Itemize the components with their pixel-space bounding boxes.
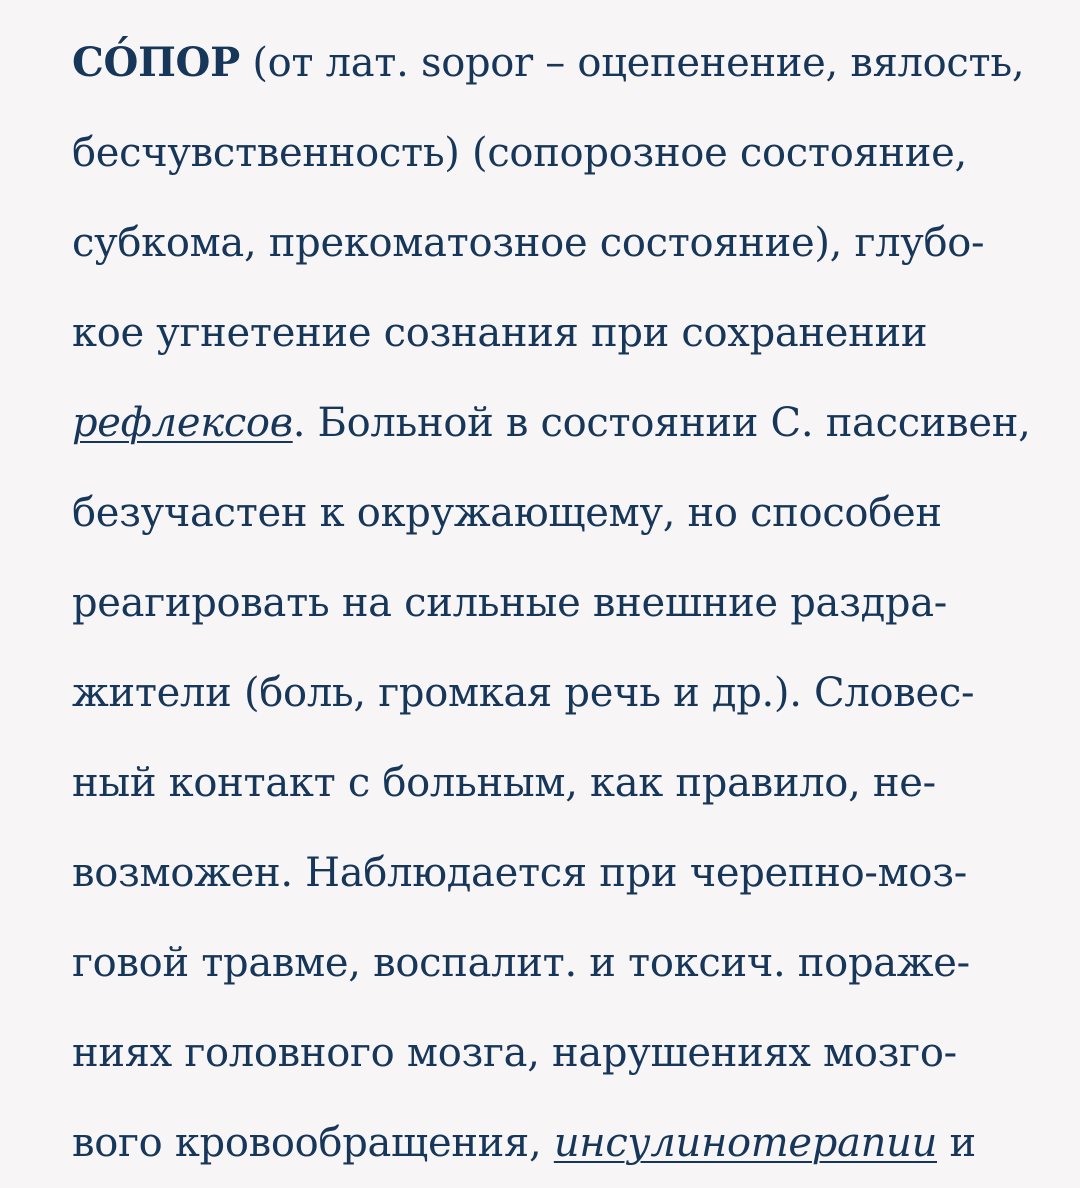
line-text: . Больной в состоянии С. пассивен, [292, 400, 1031, 446]
line-text: кое угнетение сознания при сохранении [72, 310, 928, 356]
line-text: жители (боль, громкая речь и др.). Словес- [72, 670, 975, 716]
article-line [72, 18, 1062, 108]
article-body [72, 18, 1062, 1188]
article-line [72, 738, 1062, 828]
article-line [72, 1008, 1062, 1098]
article-line [72, 378, 1062, 468]
cross-reference-link[interactable]: рефлексов [72, 400, 293, 446]
article-line [72, 558, 1062, 648]
line-text: (от лат. sopor – оцепенение, вялость, [252, 40, 1025, 86]
line-text: возможен. Наблюдается при черепно-моз- [72, 850, 967, 896]
line-text: безучастен к окружающему, но способен [72, 490, 942, 536]
article-line [72, 1098, 1062, 1188]
article-line [72, 108, 1062, 198]
article-line [72, 648, 1062, 738]
article-line [72, 828, 1062, 918]
cross-reference-link[interactable]: инсулинотерапии [553, 1120, 938, 1166]
article-line [72, 918, 1062, 1008]
line-text: вого кровообращения, [72, 1120, 554, 1166]
line-text: и [937, 1120, 976, 1166]
headword: СО́ПОР [72, 39, 240, 86]
line-text: ниях головного мозга, нарушениях мозго- [72, 1030, 957, 1076]
article-line [72, 288, 1062, 378]
article-line [72, 468, 1062, 558]
line-text: ный контакт с больным, как правило, не- [72, 760, 936, 806]
article-text [72, 18, 1062, 1188]
line-text: бесчувственность) (сопорозное состояние, [72, 130, 967, 176]
line-text: реагировать на сильные внешние раздра- [72, 580, 947, 626]
line-text: говой травме, воспалит. и токсич. пораже- [72, 940, 970, 986]
article-line [72, 198, 1062, 288]
line-text: субкома, прекоматозное состояние), глубо- [72, 220, 985, 266]
